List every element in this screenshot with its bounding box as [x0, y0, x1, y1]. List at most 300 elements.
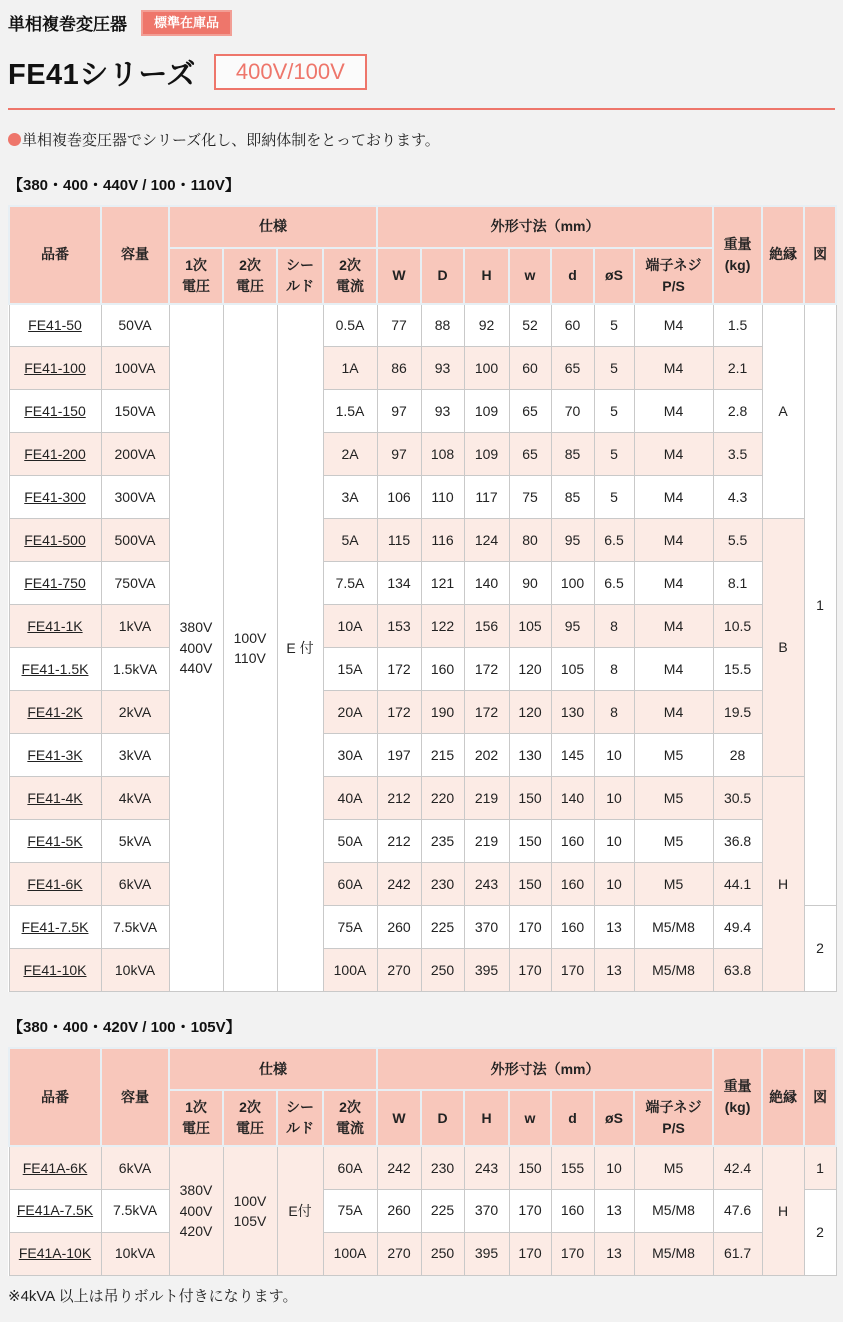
header-dim-D: D — [421, 248, 464, 304]
cell-dim-D: 225 — [421, 1189, 464, 1232]
cell-dim-os: 5 — [594, 476, 634, 519]
cell-current: 7.5A — [323, 562, 377, 605]
cell-current: 30A — [323, 734, 377, 777]
table-row — [9, 304, 836, 347]
cell-dim-d: 170 — [551, 949, 594, 992]
model-link[interactable]: FE41-300 — [24, 488, 86, 505]
series-row — [8, 52, 835, 93]
header-insulation: 絶縁 — [762, 1048, 804, 1146]
table-row — [9, 691, 836, 734]
header-secondary-current: 2次 電流 — [323, 1090, 377, 1146]
model-link[interactable]: FE41A-10K — [18, 1245, 92, 1262]
cell-dim-D: 93 — [421, 390, 464, 433]
cell-dim-D: 230 — [421, 863, 464, 906]
cell-model — [9, 605, 101, 648]
cell-screw: M5/M8 — [634, 949, 713, 992]
cell-dim-d: 85 — [551, 476, 594, 519]
cell-model — [9, 1189, 101, 1232]
cell-model — [9, 347, 101, 390]
cell-screw: M4 — [634, 433, 713, 476]
cell-screw: M4 — [634, 390, 713, 433]
cell-dim-W: 260 — [377, 906, 421, 949]
cell-dim-w: 170 — [509, 1232, 551, 1275]
cell-dim-os: 8 — [594, 691, 634, 734]
table-row — [9, 734, 836, 777]
cell-insulation: A — [762, 304, 804, 519]
table-row — [9, 1146, 836, 1189]
cell-dim-os: 8 — [594, 605, 634, 648]
cell-dim-os: 5 — [594, 390, 634, 433]
cell-dim-os: 5 — [594, 304, 634, 347]
table-row — [9, 562, 836, 605]
header-figure: 図 — [804, 1048, 836, 1146]
cell-capacity: 10kVA — [101, 949, 169, 992]
cell-capacity: 6kVA — [101, 1146, 169, 1189]
cell-model — [9, 691, 101, 734]
cell-dim-H: 219 — [464, 820, 509, 863]
header-screw: 端子ネジ P/S — [634, 1090, 713, 1146]
cell-dim-D: 225 — [421, 906, 464, 949]
spec-table — [8, 205, 837, 993]
section-title: 【380・400・420V / 100・105V】 — [8, 1019, 241, 1037]
cell-dim-d: 85 — [551, 433, 594, 476]
cell-dim-d: 100 — [551, 562, 594, 605]
cell-dim-w: 80 — [509, 519, 551, 562]
cell-dim-W: 270 — [377, 949, 421, 992]
cell-secondary-voltage: 100V 110V — [223, 304, 277, 992]
table-row — [9, 863, 836, 906]
cell-model — [9, 863, 101, 906]
cell-capacity: 4kVA — [101, 777, 169, 820]
cell-dim-d: 70 — [551, 390, 594, 433]
cell-dim-d: 155 — [551, 1146, 594, 1189]
cell-dim-W: 242 — [377, 863, 421, 906]
cell-dim-d: 160 — [551, 863, 594, 906]
cell-dim-H: 202 — [464, 734, 509, 777]
cell-weight: 2.1 — [713, 347, 762, 390]
cell-shield: E 付 — [277, 304, 323, 992]
header-model: 品番 — [9, 1048, 101, 1146]
cell-weight: 10.5 — [713, 605, 762, 648]
cell-current: 5A — [323, 519, 377, 562]
header-dim-W: W — [377, 248, 421, 304]
cell-weight: 44.1 — [713, 863, 762, 906]
cell-dim-W: 172 — [377, 691, 421, 734]
cell-model — [9, 906, 101, 949]
bullet-icon — [8, 133, 21, 146]
header-dims-group: 外形寸法（mm） — [377, 206, 713, 248]
spec-table — [8, 1047, 837, 1276]
cell-model — [9, 476, 101, 519]
series-title: FE41シリーズ — [8, 58, 196, 91]
cell-dim-os: 10 — [594, 863, 634, 906]
cell-weight: 36.8 — [713, 820, 762, 863]
accent-divider — [8, 108, 835, 110]
cell-screw: M4 — [634, 519, 713, 562]
cell-model — [9, 390, 101, 433]
cell-dim-D: 250 — [421, 1232, 464, 1275]
header-dim-øS: øS — [594, 248, 634, 304]
cell-dim-H: 140 — [464, 562, 509, 605]
cell-screw: M5 — [634, 863, 713, 906]
model-link[interactable]: FE41-200 — [24, 445, 86, 462]
cell-dim-w: 150 — [509, 820, 551, 863]
header-dim-H: H — [464, 248, 509, 304]
title-row — [8, 10, 835, 36]
cell-screw: M5 — [634, 734, 713, 777]
header-dim-W: W — [377, 1090, 421, 1146]
cell-weight: 30.5 — [713, 777, 762, 820]
cell-model — [9, 1146, 101, 1189]
cell-weight: 61.7 — [713, 1232, 762, 1275]
cell-dim-os: 10 — [594, 820, 634, 863]
header-model: 品番 — [9, 206, 101, 304]
header-weight: 重量 (kg) — [713, 1048, 762, 1146]
table-row — [9, 906, 836, 949]
model-link[interactable]: FE41-4K — [27, 789, 83, 806]
intro-paragraph — [8, 129, 835, 150]
table-row — [9, 390, 836, 433]
cell-screw: M5/M8 — [634, 1189, 713, 1232]
cell-dim-d: 160 — [551, 906, 594, 949]
stock-badge: 標準在庫品 — [141, 10, 232, 36]
cell-dim-D: 220 — [421, 777, 464, 820]
cell-dim-H: 243 — [464, 1146, 509, 1189]
cell-dim-W: 97 — [377, 433, 421, 476]
header-insulation: 絶縁 — [762, 206, 804, 304]
cell-dim-w: 150 — [509, 777, 551, 820]
cell-dim-d: 160 — [551, 1189, 594, 1232]
cell-screw: M4 — [634, 648, 713, 691]
cell-dim-H: 219 — [464, 777, 509, 820]
cell-capacity: 6kVA — [101, 863, 169, 906]
cell-dim-H: 395 — [464, 1232, 509, 1275]
cell-model — [9, 562, 101, 605]
header-dim-d: d — [551, 248, 594, 304]
cell-dim-D: 88 — [421, 304, 464, 347]
cell-weight: 63.8 — [713, 949, 762, 992]
model-link[interactable]: FE41-150 — [24, 402, 86, 419]
cell-dim-W: 153 — [377, 605, 421, 648]
table-row — [9, 476, 836, 519]
cell-dim-w: 170 — [509, 949, 551, 992]
table-row — [9, 777, 836, 820]
cell-dim-D: 215 — [421, 734, 464, 777]
cell-dim-H: 370 — [464, 1189, 509, 1232]
header-dim-w: w — [509, 248, 551, 304]
cell-dim-d: 95 — [551, 519, 594, 562]
cell-insulation: B — [762, 519, 804, 777]
cell-model — [9, 433, 101, 476]
cell-model — [9, 949, 101, 992]
header-weight: 重量 (kg) — [713, 206, 762, 304]
table-row — [9, 433, 836, 476]
page-title: 単相複巻変圧器 — [8, 15, 127, 35]
model-link[interactable]: FE41-5K — [27, 832, 83, 849]
cell-dim-os: 13 — [594, 1232, 634, 1275]
cell-dim-w: 150 — [509, 1146, 551, 1189]
table-row — [9, 1189, 836, 1232]
cell-dim-d: 95 — [551, 605, 594, 648]
cell-dim-H: 395 — [464, 949, 509, 992]
cell-dim-os: 6.5 — [594, 519, 634, 562]
cell-weight: 19.5 — [713, 691, 762, 734]
cell-dim-D: 93 — [421, 347, 464, 390]
cell-model — [9, 648, 101, 691]
cell-dim-H: 92 — [464, 304, 509, 347]
header-secondary-voltage: 2次 電圧 — [223, 248, 277, 304]
model-link[interactable]: FE41-7.5K — [21, 918, 89, 935]
header-dim-w: w — [509, 1090, 551, 1146]
header-dim-D: D — [421, 1090, 464, 1146]
cell-dim-os: 13 — [594, 1189, 634, 1232]
model-link[interactable]: FE41-10K — [23, 961, 87, 978]
cell-capacity: 3kVA — [101, 734, 169, 777]
model-link[interactable]: FE41A-6K — [22, 1159, 88, 1176]
cell-dim-os: 10 — [594, 777, 634, 820]
cell-dim-w: 65 — [509, 390, 551, 433]
cell-screw: M4 — [634, 476, 713, 519]
cell-insulation: H — [762, 1146, 804, 1275]
cell-capacity: 7.5kVA — [101, 1189, 169, 1232]
cell-current: 15A — [323, 648, 377, 691]
table-row — [9, 347, 836, 390]
cell-dim-H: 117 — [464, 476, 509, 519]
cell-screw: M5 — [634, 1146, 713, 1189]
cell-model — [9, 519, 101, 562]
cell-dim-H: 109 — [464, 433, 509, 476]
cell-dim-w: 150 — [509, 863, 551, 906]
cell-screw: M5 — [634, 820, 713, 863]
cell-screw: M4 — [634, 304, 713, 347]
header-dim-d: d — [551, 1090, 594, 1146]
table-row — [9, 949, 836, 992]
cell-dim-d: 65 — [551, 347, 594, 390]
cell-shield: E付 — [277, 1146, 323, 1275]
header-dims-group: 外形寸法（mm） — [377, 1048, 713, 1090]
model-link[interactable]: FE41-2K — [27, 703, 83, 720]
cell-dim-W: 212 — [377, 777, 421, 820]
cell-model — [9, 1232, 101, 1275]
cell-dim-d: 140 — [551, 777, 594, 820]
cell-dim-os: 5 — [594, 433, 634, 476]
cell-dim-H: 156 — [464, 605, 509, 648]
header-capacity: 容量 — [101, 206, 169, 304]
model-link[interactable]: FE41-1K — [27, 617, 83, 634]
cell-dim-d: 145 — [551, 734, 594, 777]
cell-dim-w: 120 — [509, 691, 551, 734]
cell-dim-os: 13 — [594, 906, 634, 949]
cell-current: 2A — [323, 433, 377, 476]
header-capacity: 容量 — [101, 1048, 169, 1146]
cell-capacity: 7.5kVA — [101, 906, 169, 949]
cell-current: 10A — [323, 605, 377, 648]
cell-dim-D: 250 — [421, 949, 464, 992]
cell-current: 60A — [323, 863, 377, 906]
cell-weight: 28 — [713, 734, 762, 777]
cell-dim-w: 90 — [509, 562, 551, 605]
cell-weight: 1.5 — [713, 304, 762, 347]
cell-capacity: 1kVA — [101, 605, 169, 648]
cell-weight: 2.8 — [713, 390, 762, 433]
model-link[interactable]: FE41-500 — [24, 531, 86, 548]
cell-capacity: 5kVA — [101, 820, 169, 863]
cell-dim-W: 106 — [377, 476, 421, 519]
cell-current: 75A — [323, 906, 377, 949]
cell-current: 100A — [323, 1232, 377, 1275]
cell-dim-w: 130 — [509, 734, 551, 777]
cell-capacity: 500VA — [101, 519, 169, 562]
cell-screw: M4 — [634, 347, 713, 390]
cell-capacity: 100VA — [101, 347, 169, 390]
cell-dim-D: 190 — [421, 691, 464, 734]
cell-figure: 1 — [804, 1146, 836, 1189]
cell-dim-W: 86 — [377, 347, 421, 390]
model-link[interactable]: FE41-100 — [24, 359, 86, 376]
cell-dim-w: 75 — [509, 476, 551, 519]
cell-current: 3A — [323, 476, 377, 519]
header-spec-group: 仕様 — [169, 1048, 377, 1090]
cell-screw: M5/M8 — [634, 906, 713, 949]
cell-weight: 5.5 — [713, 519, 762, 562]
cell-screw: M4 — [634, 691, 713, 734]
cell-dim-os: 13 — [594, 949, 634, 992]
cell-weight: 15.5 — [713, 648, 762, 691]
cell-dim-H: 172 — [464, 691, 509, 734]
cell-figure: 2 — [804, 1189, 836, 1275]
header-secondary-voltage: 2次 電圧 — [223, 1090, 277, 1146]
cell-current: 40A — [323, 777, 377, 820]
cell-model — [9, 820, 101, 863]
cell-dim-d: 170 — [551, 1232, 594, 1275]
cell-screw: M4 — [634, 562, 713, 605]
model-link[interactable]: FE41-750 — [24, 574, 86, 591]
cell-dim-W: 212 — [377, 820, 421, 863]
cell-dim-os: 10 — [594, 1146, 634, 1189]
cell-model — [9, 777, 101, 820]
header-figure: 図 — [804, 206, 836, 304]
cell-current: 60A — [323, 1146, 377, 1189]
cell-insulation: H — [762, 777, 804, 992]
cell-dim-H: 100 — [464, 347, 509, 390]
model-link[interactable]: FE41-1.5K — [21, 660, 89, 677]
cell-dim-w: 105 — [509, 605, 551, 648]
footnote: ※4kVA 以上は吊りボルト付きになります。 — [8, 1287, 298, 1305]
cell-model — [9, 304, 101, 347]
cell-dim-W: 270 — [377, 1232, 421, 1275]
cell-dim-d: 60 — [551, 304, 594, 347]
cell-capacity: 200VA — [101, 433, 169, 476]
cell-capacity: 2kVA — [101, 691, 169, 734]
cell-current: 100A — [323, 949, 377, 992]
header-spec-group: 仕様 — [169, 206, 377, 248]
cell-dim-H: 243 — [464, 863, 509, 906]
cell-dim-W: 197 — [377, 734, 421, 777]
cell-dim-W: 242 — [377, 1146, 421, 1189]
cell-dim-W: 134 — [377, 562, 421, 605]
cell-current: 0.5A — [323, 304, 377, 347]
cell-dim-os: 6.5 — [594, 562, 634, 605]
cell-dim-D: 230 — [421, 1146, 464, 1189]
table-row — [9, 648, 836, 691]
cell-model — [9, 734, 101, 777]
section-title: 【380・400・440V / 100・110V】 — [8, 176, 240, 194]
model-link[interactable]: FE41-6K — [27, 875, 83, 892]
cell-primary-voltage: 380V 400V 420V — [169, 1146, 223, 1275]
cell-dim-w: 65 — [509, 433, 551, 476]
cell-capacity: 10kVA — [101, 1232, 169, 1275]
cell-capacity: 150VA — [101, 390, 169, 433]
cell-dim-W: 260 — [377, 1189, 421, 1232]
cell-dim-D: 116 — [421, 519, 464, 562]
header-dim-H: H — [464, 1090, 509, 1146]
cell-secondary-voltage: 100V 105V — [223, 1146, 277, 1275]
cell-dim-D: 121 — [421, 562, 464, 605]
header-secondary-current: 2次 電流 — [323, 248, 377, 304]
cell-dim-w: 120 — [509, 648, 551, 691]
header-dim-øS: øS — [594, 1090, 634, 1146]
intro-text: 単相複巻変圧器でシリーズ化し、即納体制をとっております。 — [22, 131, 440, 149]
cell-current: 1.5A — [323, 390, 377, 433]
table-row — [9, 519, 836, 562]
cell-dim-os: 5 — [594, 347, 634, 390]
cell-dim-D: 110 — [421, 476, 464, 519]
cell-dim-os: 8 — [594, 648, 634, 691]
cell-dim-w: 60 — [509, 347, 551, 390]
cell-dim-D: 122 — [421, 605, 464, 648]
cell-weight: 47.6 — [713, 1189, 762, 1232]
voltage-ratio-box: 400V/100V — [214, 54, 367, 91]
model-link[interactable]: FE41-50 — [28, 317, 82, 334]
model-link[interactable]: FE41-3K — [27, 746, 83, 763]
cell-dim-D: 160 — [421, 648, 464, 691]
cell-dim-d: 105 — [551, 648, 594, 691]
cell-screw: M5 — [634, 777, 713, 820]
cell-capacity: 750VA — [101, 562, 169, 605]
cell-figure: 1 — [804, 304, 836, 906]
cell-dim-W: 172 — [377, 648, 421, 691]
header-shield: シー ルド — [277, 1090, 323, 1146]
cell-dim-H: 109 — [464, 390, 509, 433]
cell-weight: 49.4 — [713, 906, 762, 949]
cell-current: 50A — [323, 820, 377, 863]
cell-primary-voltage: 380V 400V 440V — [169, 304, 223, 992]
cell-dim-w: 170 — [509, 1189, 551, 1232]
cell-dim-W: 77 — [377, 304, 421, 347]
cell-dim-w: 170 — [509, 906, 551, 949]
spec-tables-container — [8, 174, 835, 1276]
cell-weight: 42.4 — [713, 1146, 762, 1189]
cell-dim-H: 172 — [464, 648, 509, 691]
cell-capacity: 1.5kVA — [101, 648, 169, 691]
table-row — [9, 1232, 836, 1275]
cell-figure: 2 — [804, 906, 836, 992]
cell-dim-d: 160 — [551, 820, 594, 863]
cell-capacity: 50VA — [101, 304, 169, 347]
cell-dim-H: 370 — [464, 906, 509, 949]
cell-screw: M5/M8 — [634, 1232, 713, 1275]
cell-dim-H: 124 — [464, 519, 509, 562]
header-primary-voltage: 1次 電圧 — [169, 1090, 223, 1146]
cell-weight: 3.5 — [713, 433, 762, 476]
header-primary-voltage: 1次 電圧 — [169, 248, 223, 304]
cell-capacity: 300VA — [101, 476, 169, 519]
cell-dim-d: 130 — [551, 691, 594, 734]
model-link[interactable]: FE41A-7.5K — [16, 1202, 94, 1219]
header-screw: 端子ネジ P/S — [634, 248, 713, 304]
cell-weight: 4.3 — [713, 476, 762, 519]
cell-current: 75A — [323, 1189, 377, 1232]
